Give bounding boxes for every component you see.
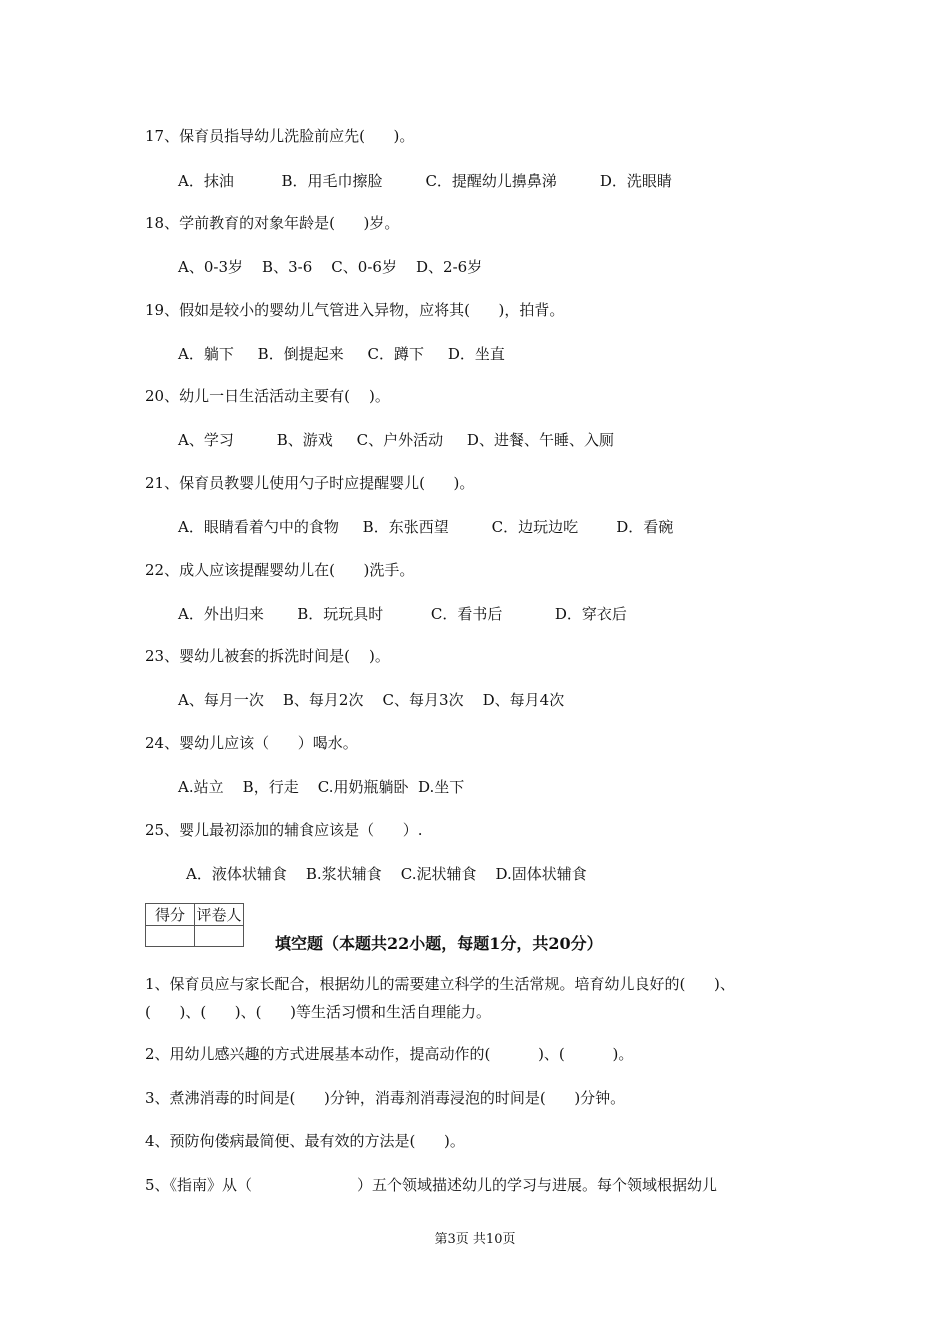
question-21-options: A．眼睛看着勺中的食物 B．东张西望 C．边玩边吃 D．看碗: [178, 518, 674, 536]
score-label: 得分: [146, 904, 195, 926]
question-20: 20、幼儿一日生活活动主要有( )。: [145, 387, 390, 405]
question-18-options: A、0-3岁 B、3-6 C、0-6岁 D、2-6岁: [178, 258, 483, 276]
fill-question-1-line-1: 1、保育员应与家长配合，根据幼儿的需要建立科学的生活常规。培育幼儿良好的( )、: [145, 975, 735, 993]
question-24-options: A.站立 B，行走 C.用奶瓶躺卧 D.坐下: [178, 778, 465, 796]
fill-question-3: 3、煮沸消毒的时间是( )分钟，消毒剂消毒浸泡的时间是( )分钟。: [145, 1089, 626, 1107]
question-23-options: A、每月一次 B、每月2次 C、每月3次 D、每月4次: [178, 691, 565, 709]
reviewer-cell: [195, 926, 244, 947]
question-22: 22、成人应该提醒婴幼儿在( )洗手。: [145, 561, 415, 579]
question-25: 25、婴儿最初添加的辅食应该是（ ）.: [145, 821, 423, 839]
question-25-options: A．液体状辅食 B.浆状辅食 C.泥状辅食 D.固体状辅食: [186, 865, 587, 883]
score-box: [145, 903, 244, 947]
page-footer: 第3页 共10页: [434, 1232, 516, 1247]
question-24: 24、婴幼儿应该（ ）喝水。: [145, 734, 358, 752]
section-title: 填空题（本题共22小题，每题1分，共20分）: [275, 934, 603, 953]
question-17: 17、保育员指导幼儿洗脸前应先( )。: [145, 127, 415, 145]
reviewer-label: 评卷人: [195, 904, 244, 926]
question-19: 19、假如是较小的婴幼儿气管进入异物，应将其( )，拍背。: [145, 301, 565, 319]
question-20-options: A、学习 B、游戏 C、户外活动 D、进餐、午睡、入厕: [178, 431, 614, 449]
question-17-options: A．抹油 B．用毛巾擦脸 C．提醒幼儿擤鼻涕 D．洗眼睛: [178, 172, 672, 190]
question-22-options: A．外出归来 B．玩玩具时 C．看书后 D．穿衣后: [178, 605, 627, 623]
fill-question-5: 5、《指南》从（ ）五个领域描述幼儿的学习与进展。每个领域根据幼儿: [145, 1176, 717, 1194]
fill-question-4: 4、预防佝偻病最简便、最有效的方法是( )。: [145, 1132, 465, 1150]
score-cell: [146, 926, 195, 947]
question-18: 18、学前教育的对象年龄是( )岁。: [145, 214, 400, 232]
question-21: 21、保育员教婴儿使用勺子时应提醒婴儿( )。: [145, 474, 475, 492]
question-19-options: A．躺下 B．倒提起来 C．蹲下 D．坐直: [178, 345, 505, 363]
fill-question-1-line-2: ( )、( )、( )等生活习惯和生活自理能力。: [145, 1003, 491, 1021]
question-23: 23、婴幼儿被套的拆洗时间是( )。: [145, 647, 390, 665]
fill-question-2: 2、用幼儿感兴趣的方式进展基本动作，提高动作的( )、( )。: [145, 1045, 634, 1063]
